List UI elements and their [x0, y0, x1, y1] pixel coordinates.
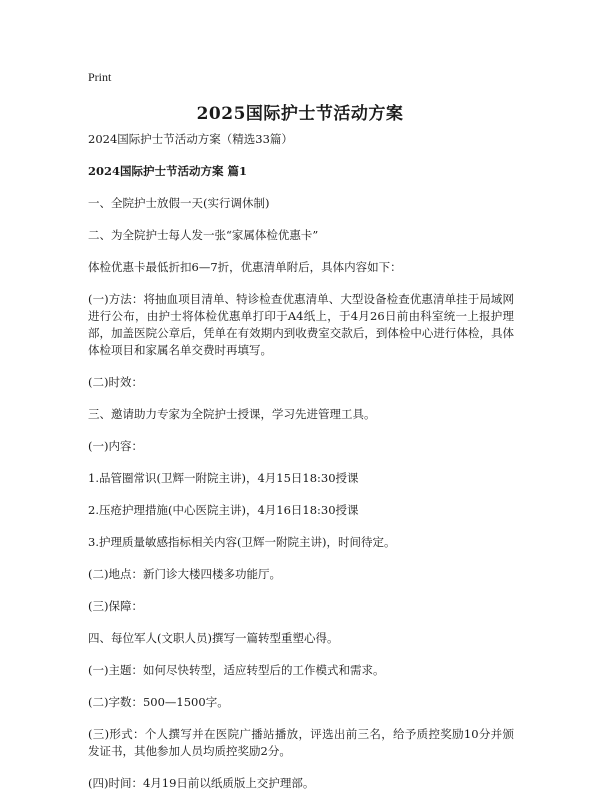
body-paragraph: 3.护理质量敏感指标相关内容(卫辉一附院主讲)，时间待定。 [88, 535, 396, 549]
body-paragraph: 一、全院护士放假一天(实行调休制) [88, 196, 270, 210]
body-paragraph: (二)字数：500—1500字。 [88, 695, 229, 709]
body-paragraph: (一)主题：如何尽快转型，适应转型后的工作模式和需求。 [88, 663, 385, 677]
body-paragraph: (三)形式：个人撰写并在医院广播站播放，评选出前三名，给予质控奖励10分并颁发证书，其他参加人员均质控奖励2分。 [88, 727, 514, 758]
body-paragraph: 体检优惠卡最低折扣6—7折，优惠清单附后，具体内容如下： [88, 260, 402, 274]
body-paragraph: (二)地点：新门诊大楼四楼多功能厅。 [88, 567, 281, 581]
section-heading: 2024国际护士节活动方案 篇1 [88, 164, 248, 178]
body-paragraph: (一)内容： [88, 439, 143, 453]
body-paragraph: 二、为全院护士每人发一张“家属体检优惠卡” [88, 228, 319, 242]
page-title: 2025国际护士节活动方案 [196, 104, 404, 124]
body-paragraph: (二)时效： [88, 375, 143, 389]
body-paragraph: (三)保障： [88, 599, 143, 613]
body-paragraph: 三、邀请助力专家为全院护士授课，学习先进管理工具。 [88, 407, 376, 421]
body-paragraph: 四、每位军人(文职人员)撰写一篇转型重塑心得。 [88, 631, 339, 645]
body-paragraph: 2.压疮护理措施(中心医院主讲)，4月16日18:30授课 [88, 503, 359, 517]
body-paragraph: 1.品管圈常识(卫辉一附院主讲)，4月15日18:30授课 [88, 471, 359, 485]
document-body [88, 131, 514, 807]
print-label: Print [88, 70, 112, 84]
body-paragraph: (四)时间：4月19日前以纸质版上交护理部。 [88, 776, 315, 790]
subtitle-paragraph: 2024国际护士节活动方案（精选33篇） [88, 132, 293, 146]
body-paragraph: (一)方法：将抽血项目清单、特诊检查优惠清单、大型设备检查优惠清单挂于局域网进行公布，由护士将体检优惠单打印于A4纸上，于4月26日前由科室统一上报护理部，加盖医院公章后，凭单在有效期内到收费室交款后，到体检中心进行体检，具体体检项目和家属名单交费时再填写。 [88, 292, 514, 357]
